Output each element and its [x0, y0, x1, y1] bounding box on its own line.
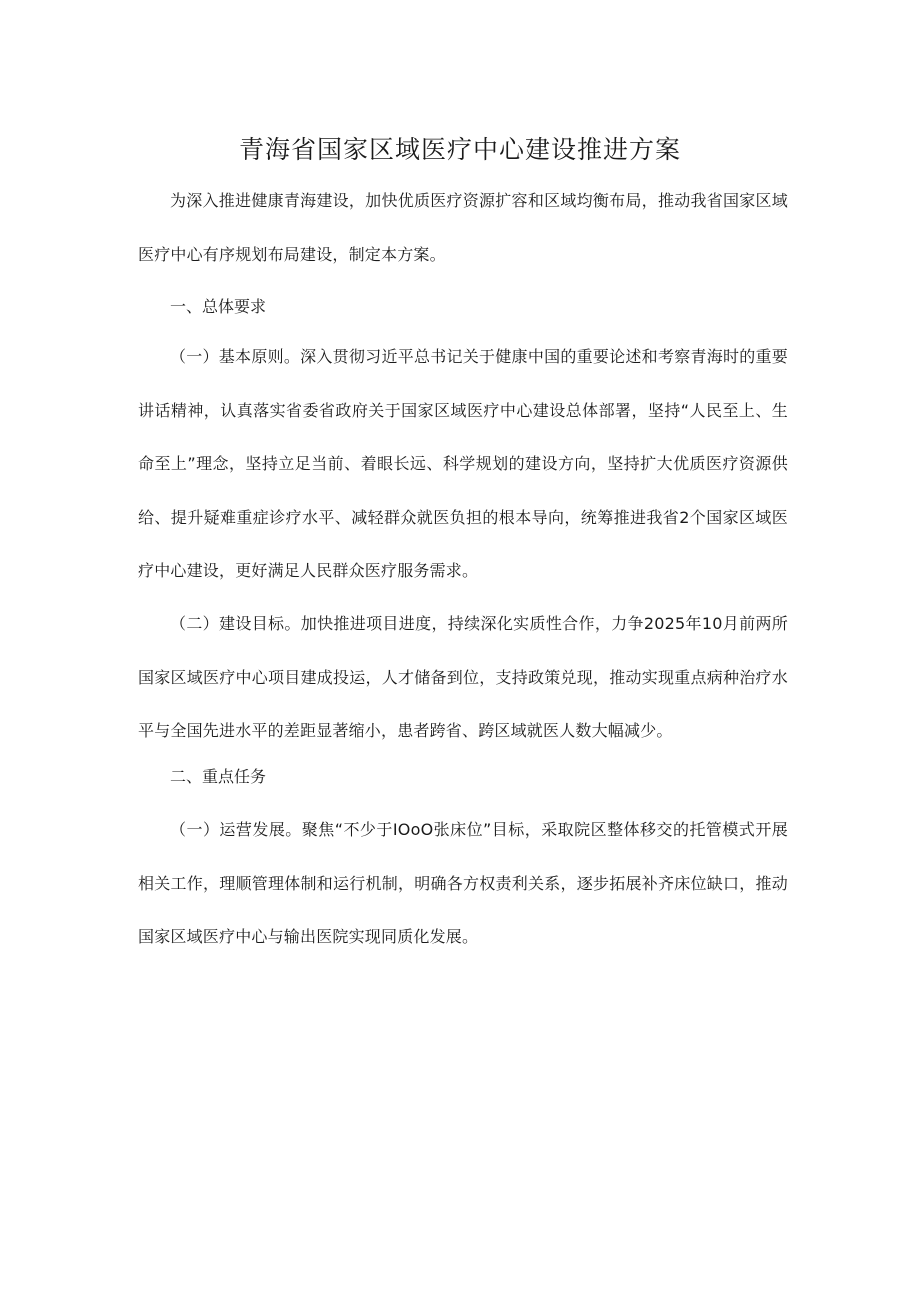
- paragraph-basic-principles: [138, 330, 788, 598]
- section-heading-general-requirements: 一、总体要求: [170, 297, 267, 316]
- paragraph-lead: （一）基本原则。: [170, 347, 301, 366]
- paragraph-lead: （二）建设目标。: [170, 614, 301, 633]
- paragraph-body: 加快推进项目进度，持续深化实质性合作，力争2025年10月前两所国家区域医疗中心项目建成投运，人才储备到位，支持政策兑现，推动实现重点病种治疗水平与全国先进水平的差距显著缩小，患者跨省、跨区域就医人数大幅减少。: [138, 614, 788, 740]
- document-title: 青海省国家区域医疗中心建设推进方案: [238, 135, 681, 164]
- paragraph-operations-development: [138, 803, 788, 964]
- paragraph-body: 聚焦“不少于IOoO张床位”目标，采取院区整体移交的托管模式开展相关工作，理顺管理体制和运行机制，明确各方权责利关系，逐步拓展补齐床位缺口，推动国家区域医疗中心与输出医院实现同质化发展。: [138, 820, 788, 946]
- intro-paragraph: 为深入推进健康青海建设，加快优质医疗资源扩容和区域均衡布局，推动我省国家区域医疗中心有序规划布局建设，制定本方案。: [138, 191, 788, 264]
- paragraph-body: 深入贯彻习近平总书记关于健康中国的重要论述和考察青海时的重要讲话精神，认真落实省委省政府关于国家区域医疗中心建设总体部署，坚持“人民至上、生命至上”理念，坚持立足当前、着眼长远、科学规划的建设方向，坚持扩大优质医疗资源供给、提升疑难重症诊疗水平、减轻群众就医负担的根本导向，统筹推进我省2个国家区域医疗中心建设，更好满足人民群众医疗服务需求。: [138, 347, 788, 580]
- paragraph-lead: （一）运营发展。: [170, 820, 302, 839]
- section-heading-key-tasks: 二、重点任务: [170, 767, 267, 786]
- paragraph-construction-goals: [138, 597, 788, 758]
